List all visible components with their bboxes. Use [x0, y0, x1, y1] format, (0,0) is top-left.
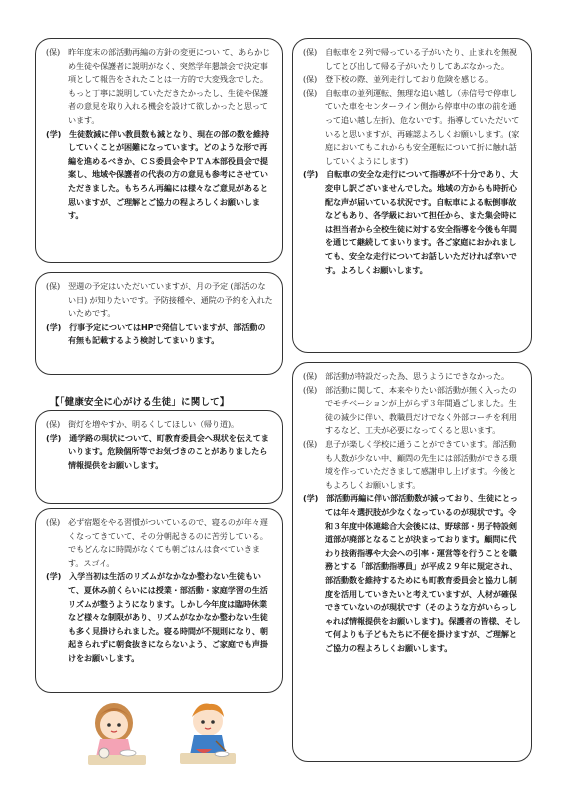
boy-eating-breakfast-illustration: [176, 697, 240, 769]
parent-comment: (保) 自転車の並列運転、無理な追い越し（赤信号で停車していた車をセンターライン側から停車中の車の前を通って追い越し左折)、危ないです。指導していただいていると思いますが、再確認よろしくお願いします。(家庭においてもこれからも安全運転について折に触れ話していくようにします): [303, 87, 520, 166]
parent-comment: (保) 自転車を２列で帰っている子がいたり、止まれを無視してとび出して帰る子がいたりしてあぶなかった。: [303, 47, 517, 71]
school-response: (学) 行事予定についてはHPで発信していますが、部活動の有無も記載するよう検討してまいります。: [46, 321, 266, 346]
feedback-box-club-reorganization: [35, 38, 283, 263]
feedback-box-sleep-breakfast: [35, 508, 283, 693]
feedback-box-bicycle-safety: [292, 38, 532, 353]
parent-comment: (保) 部活動に関して、本来やりたい部活動が無く入ったのでモチベーションが上がらず３年間過ごしました。生徒の減少に伴い、教職員だけでなく外部コーチを利用するなど、工夫が必要になってくると思います。: [303, 384, 517, 436]
school-response: (学) 入学当初は生活のリズムがなかなか整わない生徒もいて、夏休み前くらいには授業・部活動・家庭学習の生活リズムが整うようになります。しかし今年度は臨時休業など様々な制限があり、リズムがなかなか整わない生徒も多く見掛けられました。寝る時間が不規則になり、朝起きられずに朝食抜きにならないよう、ご家庭でも声掛けをお願いします。: [46, 571, 268, 663]
school-response: (学) 自転車の安全な走行について指導が不十分であり、大変申し訳ございませんでした。地域の方からも時折心配な声が届いている状況です。自転車による転倒事故などもあり、各学級において担任から、また集会時には担当者から全校生徒に対する安全指導を今後も年間を通じて継続してまいります。各ご家庭におかれましても、安全な走行についてお話しいただければ幸いです。よろしくお願いします。: [303, 169, 518, 275]
parent-comment: (保) 翌週の予定はいただいていますが、月の予定 (部活のない日) が知りたいです。予防接種や、通院の予約を入れたいためです。: [46, 281, 273, 319]
parent-comment: (保) 必ず宿題をやる習慣がついているので、寝るのが年々遅くなってきていて、その分朝起きるのに苦労している。でもどんなに時間がなくても朝ごはんは食べていきます。スゴイ。: [46, 517, 268, 568]
girl-eating-breakfast-illustration: [82, 697, 152, 769]
parent-comment: (保) 昨年度末の部活動再編の方針の変更につい て、あらかじめ生徒や保護者に説明がなく、突然学年懇談会で決定事項として報告をされたことは一方的で大変残念でした。もっと丁寧に説明していただきたかったし、生徒や保護者の意見を取り入れる機会を設けて欲しかったと思っています。: [46, 47, 271, 125]
feedback-box-schedule: [35, 272, 283, 375]
parent-comment: (保) 街灯を増やすか、明るくしてほしい（帰り道)。: [46, 419, 240, 429]
school-response: (学) 通学路の現状について、町教育委員会へ現状を伝えてまいります。危険個所等でお気づきのことがありましたら情報提供をお願いします。: [46, 432, 269, 470]
section-heading-health-safety: 【「健康安全に心がける生徒」に関して】: [50, 397, 230, 408]
feedback-box-streetlights: [35, 410, 283, 504]
school-response: (学) 部活動再編に伴い部活動数が減っており、生徒にとっては年々選択肢が少なくなっているのが現状です。令和３年度中体連総合大会後には、野球部・男子特設剣道部が廃部となることが決まっております。顧問に代わり技術指導や大会への引率・運営等を行うことを職務とする「部活動指導員」が平成２９年に規定され、部活動数を維持するためにも町教育委員会と協力し制度を活用していきたいと考えていますが、人材が確保できていないのが現状です（そのような方がいらっしゃれば情報提供をお願いします)。保護者の皆様、そして何よりも子どもたちに不便を掛けますが、ご理解とご協力の程よろしくお願いします。: [303, 493, 521, 653]
feedback-box-club-activities: [292, 362, 532, 762]
parent-comment: (保) 登下校の際、並列走行しており危険を感じる。: [303, 74, 493, 85]
parent-comment: (保) 息子が楽しく学校に通うことができています。部活動も人数が少ない中、顧問の先生には部活動ができる環境を作っていただきまして感謝申し上げます。今後ともよろしくお願いします。: [303, 438, 517, 490]
parent-comment: (保) 部活動が特設だった為、思うようにできなかった。: [303, 371, 509, 381]
school-response: (学) 生徒数減に伴い教員数も減となり、現在の部の数を維持していくことが困難になっています。どのような形で再編を進めるべきか、ＣＳ委員会やＰＴＡ本部役員会で提案し、地域や保護者の代表の方の意見も参考にさせていただきました。もちろん再編には様々なご意見があると思いますが、ご理解とご協力の程よろしくお願いします。: [46, 128, 270, 221]
